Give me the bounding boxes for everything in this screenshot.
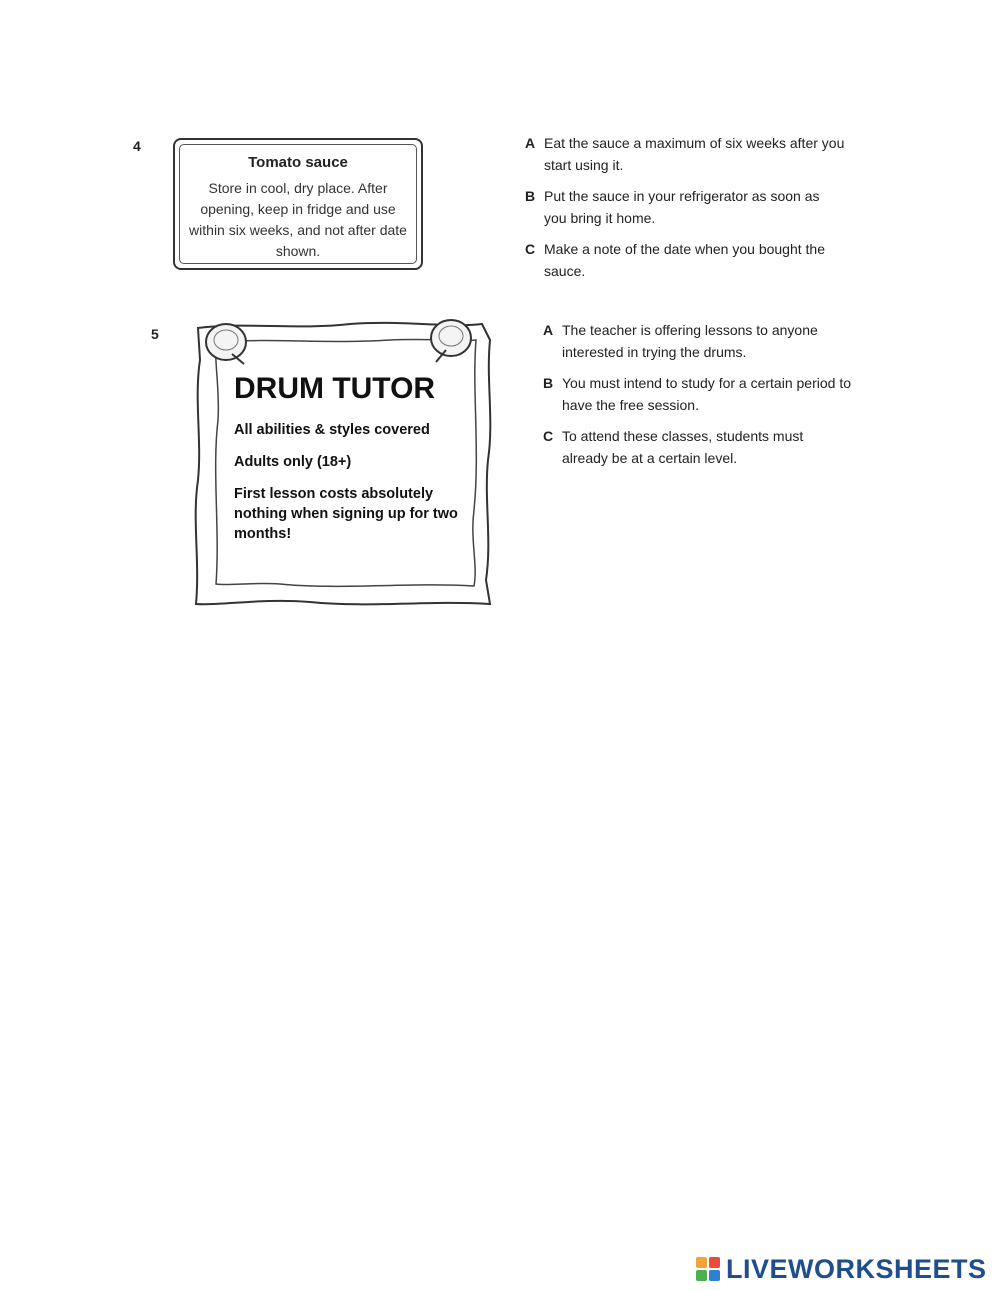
label-title: Tomato sauce <box>248 154 348 171</box>
option-c[interactable] <box>543 425 853 469</box>
logo-block <box>709 1257 720 1268</box>
logo-block <box>696 1270 707 1281</box>
option-text: You must intend to study for a certain period to have the free session. <box>562 375 851 413</box>
notice-line-adults: Adults only (18+) <box>234 454 352 470</box>
label-body: Store in cool, dry place. After opening, keep in fridge and use within six weeks, and not after date shown. <box>189 180 407 259</box>
notice-title: DRUM TUTOR <box>234 372 436 405</box>
liveworksheets-logo <box>696 1254 987 1284</box>
option-text: Put the sauce in your refrigerator as soon as you bring it home. <box>544 188 820 226</box>
notice-content <box>234 372 474 556</box>
option-text: Make a note of the date when you bought the sauce. <box>544 241 825 279</box>
option-c[interactable] <box>525 238 845 282</box>
tomato-sauce-label <box>173 138 423 270</box>
option-letter: A <box>525 135 536 151</box>
option-letter: B <box>525 188 536 204</box>
logo-block <box>696 1257 707 1268</box>
notice-line-abilities: All abilities & styles covered <box>234 422 430 438</box>
logo-block <box>709 1270 720 1281</box>
logo-blocks-icon <box>696 1257 720 1281</box>
option-letter: B <box>543 375 554 391</box>
question-4-options <box>525 132 845 291</box>
option-a[interactable] <box>525 132 845 176</box>
option-text: The teacher is offering lessons to anyone interested in trying the drums. <box>562 322 818 360</box>
notice-line-first-lesson: First lesson costs absolutely nothing when signing up for two months! <box>234 486 458 542</box>
option-b[interactable] <box>525 185 845 229</box>
option-letter: C <box>525 241 536 257</box>
option-a[interactable] <box>543 319 853 363</box>
logo-text: LIVEWORKSHEETS <box>726 1253 987 1284</box>
question-4-number: 4 <box>133 138 141 154</box>
option-text: Eat the sauce a maximum of six weeks after you start using it. <box>544 135 845 173</box>
option-letter: C <box>543 428 554 444</box>
question-5-options <box>543 319 853 478</box>
question-5-number: 5 <box>151 326 159 342</box>
option-text: To attend these classes, students must already be at a certain level. <box>562 428 804 466</box>
option-b[interactable] <box>543 372 853 416</box>
option-letter: A <box>543 322 554 338</box>
